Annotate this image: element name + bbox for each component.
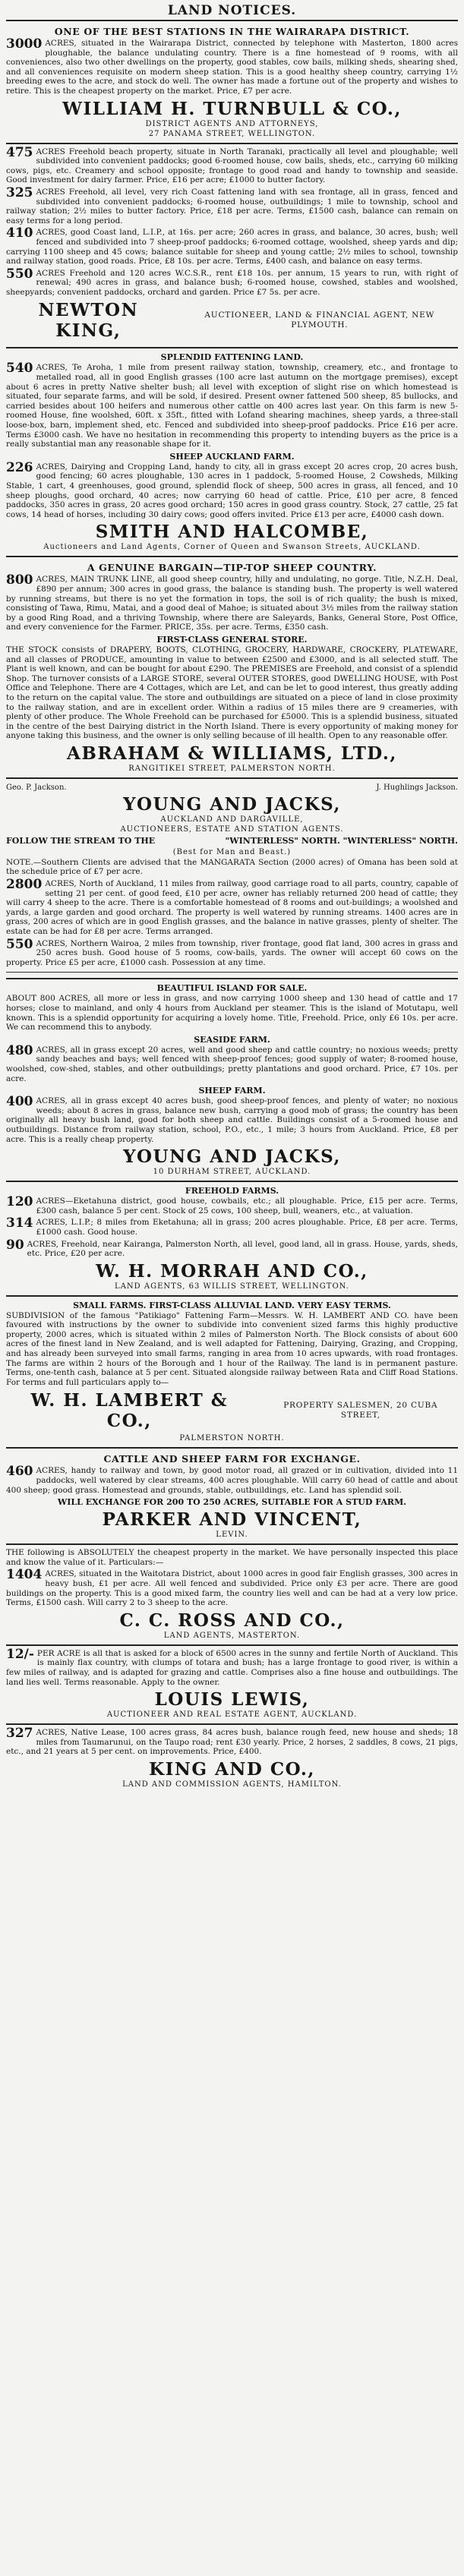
advert-young-jacks-1 [6, 973, 458, 976]
advert-body [6, 936, 458, 968]
advert-heading: SMALL FARMS. FIRST-CLASS ALLUVIAL LAND. VERY EASY TERMS. [73, 1300, 391, 1310]
divider [6, 556, 458, 557]
advert-text: SUBDIVISION of the famous "Patikiago" Fattening Farm—Messrs. W. H. LAMBERT AND CO. have been favoured with instructions by the owner to subdivide into convenient sized farms this highly productive property, 2000 acres, which is situated within 2 miles of Palmerston North. The Block consists of about 600 acres of the finest land in New Zealand, and is well adapted for Fattening, Dairying, Grazing, and Cropping, and has already been surveyed into small farms, ranging in area from 10 acres upwards, with road frontages. The farms are within 2 hours of the Borough and 1 hour of the Railway. The land is in permanent pasture. Terms, one-tenth cash, balance at 5 per cent. Situated alongside railway between Rata and Cliff Road Stations. For terms and full particulars apply to— [6, 1310, 458, 1387]
agent-address: LAND AGENTS, MASTERTON. [163, 1631, 301, 1640]
advert-lambert [6, 1298, 458, 1446]
slogan-note: (Best for Man and Beast.) [172, 847, 292, 856]
advert-text: ACRES, Freehold, near Kairanga, Palmerston North, all level, good land, all in grass. House, yards, sheds, etc. Price, £20 per acre. [27, 1239, 458, 1259]
agent-address: 10 DURHAM STREET, AUCKLAND. [153, 1168, 311, 1177]
advert-text: ACRES, handy to railway and town, by good motor road, all grazed or in cultivation, divided into 11 paddocks, well watered by clear streams, 400 acres ploughable. Will carry 60 head of cattle and about 400 sheep; good grass. Homestead and grounds, stable, outbuildings, etc. Land has splendid soil. [6, 1466, 458, 1495]
advert-heading: FREEHOLD FARMS. [185, 1186, 279, 1197]
advert-subheading: FIRST-CLASS GENERAL STORE. [156, 634, 308, 645]
advert-text: PER ACRE is all that is asked for a block of 6500 acres in the sunny and fertile North of Auckland. This is mainly flax country, with clumps of totara and bush; has a large frontage to good river, is within a few miles of railway, and is adapted for grazing and cattle. Comprises also a fine house and outbuildings. The land lies well. Terms reasonable. Apply to the owner. [6, 1648, 458, 1687]
listing [6, 266, 458, 298]
slogan-row [6, 836, 458, 846]
advert-abraham-williams [6, 559, 458, 776]
acreage: 550 [6, 266, 33, 282]
advert-body [6, 1728, 458, 1757]
advert-text: ACRES, L.I.P.; 8 miles from Eketahuna; all in grass; 200 acres ploughable. Price, £8 per acre. Terms, £1000 cash. Good house. [36, 1218, 458, 1237]
advert-body [6, 459, 458, 520]
acreage: 480 [6, 1042, 33, 1058]
advert-text: ACRES, Dairying and Cropping Land, handy to city, all in grass except 20 acres crop, 20 acres bush, good fencing; 60 acres ploughable, 130 acres in 1 paddock, 5-roomed House, 2 Cowsheds, Milking Stable, 1 cart, 4 greenhouses, good ground, splendid flock of sheep, 500 acres in grass, all fenced, and 10 sheep ploughs, good orchard, 40 acres; now carrying 60 head of cattle. Price, £10 per acre, 8 fenced paddocks, 350 acres in grass, 20 acres good orchard; 150 acres in good grass country. Stock, 27 cattle, 25 fat cows, 14 head of horses, including 30 dairy cows; good offers invited. Price £13 per acre, £4000 cash down. [6, 462, 458, 519]
advert-ross [6, 1547, 458, 1643]
agent-description: AUCTIONEERS, ESTATE AND STATION AGENTS. [120, 825, 344, 834]
advert-body [6, 572, 458, 632]
divider [6, 347, 458, 348]
advert-wairarapa-station [6, 23, 458, 141]
advert-text: THE STOCK consists of DRAPERY, BOOTS, CLOTHING, GROCERY, HARDWARE, CROCKERY, PLATEWARE, and all classes of PRODUCE, amounting in value to between £2500 and £3000, and is all selected stuff. The Plant is well known, and can be bought for about £290. The PREMISES are Freehold, and consist of a splendid Shop. The turnover consists of a LARGE STORE, several OUTER STORES, good DWELLING HOUSE, with Post Office and Telephone. There are 4 Cottages, which are Let, and can be let to good interest, thus greatly adding to the return on the capital value. The store and outbuildings are situated on a piece of land in close proximity to the railway station, and are in excellent order. Within a radius of 15 miles there are 9 creameries, with plenty of other produce. The Whole Freehold can be purchased for £5000. This is a splendid business, situated in the centre of the best Dairying district in the North Island. There is every opportunity of making money for anyone taking this business, and the owner is only selling because of ill health. Open to any reasonable offer. [6, 645, 458, 741]
agent-name: SMITH AND HALCOMBE, [95, 522, 369, 543]
divider [6, 1181, 458, 1182]
partners-row [6, 784, 458, 792]
listing [6, 144, 458, 185]
advert-newton-king [6, 146, 458, 346]
agent-name: ABRAHAM & WILLIAMS, LTD., [67, 743, 397, 764]
advert-subheading: SHEEP FARM. [198, 1086, 266, 1096]
agent-name: W. H. LAMBERT & CO., [30, 1390, 229, 1432]
advert-text: ACRES, Native Lease, 100 acres grass, 84 acres bush, balance rough feed, new house and sheds; 18 miles from Taumarunui, on the Taupo road; rent £30 yearly. Price, 2 horses, 2 saddles, 8 cows, 21 pigs, etc., and 21 years at 5 per cent. on improvements. Price, £400. [6, 1728, 458, 1757]
slogan-right: "WINTERLESS" NORTH. "WINTERLESS" NORTH. [225, 835, 458, 846]
agent-address: PALMERSTON NORTH. [179, 1434, 285, 1443]
divider [6, 1543, 458, 1545]
agent-name: LOUIS LEWIS, [154, 1689, 310, 1711]
advert-subheading: SEASIDE FARM. [194, 1034, 270, 1045]
listing-text: ACRES Freehold, all level, very rich Coast fattening land with sea frontage, all in grass, fenced and subdivided into convenient paddocks; 6-roomed house, outbuildings; 1 mile to township, school and railway station; 2½ miles to butter factory. Price, £18 per acre. Terms, £1500 cash, balance can remain on easy terms for a long period. [6, 187, 458, 225]
advert-body [6, 1569, 458, 1607]
agent-address: RANGITIKEI STREET, PALMERSTON NORTH. [128, 764, 336, 773]
exchange-note: WILL EXCHANGE FOR 200 TO 250 ACRES, SUITABLE FOR A STUD FARM. [57, 1497, 407, 1508]
agent-name: KING AND CO., [149, 1758, 315, 1780]
advert-text: ACRES, all in grass except 20 acres, well and good sheep and cattle country; no noxious weeds; pretty sandy beaches and bays; well fenced with sheep-proof fences; good supply of water; 8-roomed house, woolshed, cow-shed, stables, and other outbuildings; pretty plantations and good orchard. Price, £7 10s. per acre. [6, 1045, 458, 1083]
divider [6, 978, 458, 979]
advert-text: ACRES, situated in the Wairarapa District, connected by telephone with Masterton, 1800 acres ploughable, the balance undulating country. There is a fine homestead of 9 rooms, with all conveniences, also two other dwellings on the property, good stables, cow bails, milking sheds, shearing shed, and all conveniences requisite on modern sheep station. This is a good healthy sheep country, carrying 1½ breeding ewes to the acre, and stock do well. The owner has made a fortune out of the property and wishes to retire. This is the cheapest property on the market. Price, £7 per acre. [6, 39, 458, 96]
agent-name: C. C. ROSS AND CO., [119, 1610, 345, 1631]
advert-body [6, 1215, 458, 1237]
divider [6, 972, 458, 973]
agent-name: W. H. MORRAH AND CO., [96, 1260, 368, 1282]
divider [6, 1644, 458, 1646]
notice-text: NOTE.—Southern Clients are advised that the MANGARATA Section (2000 acres) of Omana has been sold at the schedule price of £7 per acre. [6, 857, 458, 877]
agent-address: AUCTIONEER AND REAL ESTATE AGENT, AUCKLAND. [106, 1711, 358, 1720]
acreage: 550 [6, 936, 33, 952]
advert-body [6, 1466, 458, 1495]
advert-body [6, 36, 458, 96]
advert-heading: BEAUTIFUL ISLAND FOR SALE. [156, 983, 308, 994]
advert-text: ACRES, situated in the Waitotara District, about 1000 acres in good fair English grasses, 300 acres in heavy bush, £1 per acre. All well fenced and subdivided. Price only £3 per acre. There are good buildings on the property. This is a good mixed farm, the country lies well and can be had at a very low price. Terms, £1500 cash. Will carry 2 to 3 sheep to the acre. [6, 1569, 458, 1608]
advert-mandeno-jackson [6, 780, 458, 972]
advert-subheading: SHEEP AUCKLAND FARM. [169, 451, 295, 462]
agent-address: Auctioneers and Land Agents, Corner of Queen and Swanson Streets, AUCKLAND. [43, 543, 421, 552]
acreage: 90 [6, 1237, 24, 1253]
divider [6, 1723, 458, 1725]
acreage: 410 [6, 225, 33, 241]
agent-description: AUCTIONEER, LAND & FINANCIAL AGENT, NEW PLYMOUTH. [204, 311, 435, 330]
divider [6, 777, 458, 779]
advert-parker-vincent [6, 1450, 458, 1542]
agent-description: DISTRICT AGENTS AND ATTORNEYS, [145, 119, 319, 128]
advert-body [6, 1096, 458, 1144]
divider [6, 1447, 458, 1449]
advert-text: ACRES—Eketahuna district, good house, cowbails, etc.; all ploughable. Price, £15 per acre. Terms, £300 cash, balance 5 per cent. Stock of 25 cows, 100 sheep, bull, weaners, etc., at valuation. [36, 1197, 458, 1215]
advert-heading: ONE OF THE BEST STATIONS IN THE WAIRARAPA DISTRICT. [54, 26, 410, 37]
advert-morrah [6, 1184, 458, 1294]
advert-body [6, 879, 458, 937]
agent-name: YOUNG AND JACKS, [123, 793, 341, 815]
advert-text: ABOUT 800 ACRES, all more or less in grass, and now carrying 1000 sheep and 130 head of cattle and 17 horses; close to mainland, and only 4 hours from Auckland per steamer. This is the island of Motutapu, well known. This is a splendid opportunity for acquiring a lovely home. Title, Freehold. Price, only £6 10s. per acre. We can recommend this to anybody. [6, 994, 458, 1033]
advert-body [6, 1646, 458, 1687]
acreage: 3000 [6, 36, 43, 52]
advert-intro: THE following is ABSOLUTELY the cheapest property in the market. We have personally inspected this place and know the value of it. Particulars:— [6, 1548, 458, 1567]
agent-name: NEWTON KING, [38, 300, 139, 342]
advert-text: ACRES, Te Aroha, 1 mile from present railway station, township, creamery, etc., and frontage to metalled road, all in good English grasses (100 acre last autumn on the mortgage premises), except about 6 acres in pretty Native shelter bush; all level with exception of slight rise on which homestead is situated, four separate farms, and will be sold, if desired. Present owner fattened 500 sheep, 85 bullocks, and carried besides about 100 heifers and numerous other cattle on 400 acres last year. On this farm is new 5-roomed House, fine woolshed, 60ft. x 35ft., fitted with Lofand shearing machines, sheep yards, a three-stall loose-box, barn, implement shed, etc. Fenced and subdivided into sheep-proof paddocks. Price £16 per acre. Terms £3000 cash. We have no hesitation in recommending this property to intending buyers as the price is a really substantial man any reasonable shape for it. [6, 363, 458, 449]
agent-location: AUCKLAND AND DARGAVILLE, [160, 815, 304, 824]
acreage: 475 [6, 144, 33, 160]
acreage: 400 [6, 1094, 33, 1110]
listing [6, 225, 458, 266]
agent-address: LAND AND COMMISSION AGENTS, HAMILTON. [122, 1780, 342, 1789]
acreage: 800 [6, 572, 33, 588]
acreage: 327 [6, 1726, 33, 1742]
divider [6, 143, 458, 144]
advert-heading: A GENUINE BARGAIN—TIP-TOP SHEEP COUNTRY. [87, 562, 377, 574]
advert-text: ACRES, all in grass except 40 acres bush, good sheep-proof fences, and plenty of water; no noxious weeds; about 8 acres in grass, balance new bush, carrying a good mob of grass; the country has been originally all heavy bush land, good for both sheep and cattle. Buildings consist of a 5-roomed house and outbuildings. Distance from railway station, school, P.O., etc., 1 mile; 3 hours from Auckland. Price, £8 per acre. This is a really cheap property. [6, 1096, 458, 1144]
divider [6, 20, 458, 21]
advert-smith-halcombe [6, 350, 458, 554]
acreage: 2800 [6, 877, 43, 893]
agent-address: 27 PANAMA STREET, WELLINGTON. [148, 129, 316, 138]
advert-body [6, 1237, 458, 1259]
section-title: LAND NOTICES. [167, 3, 297, 18]
listing-text: ACRES Freehold and 120 acres W.C.S.R., rent £18 10s. per annum, 15 years to run, with right of renewal; 490 acres in grass, and balance bush; 6-roomed house, cowshed, stables and woolshed, sheepyards; convenient paddocks, orchard and garden. Price £7 5s. per acre. [6, 268, 458, 297]
advert-heading: SPLENDID FATTENING LAND. [160, 352, 304, 363]
agent-block [6, 300, 458, 341]
acreage: 325 [6, 184, 33, 200]
advert-body [6, 1194, 458, 1215]
agent-block [6, 1390, 458, 1431]
acreage: 1404 [6, 1567, 43, 1583]
agent-name: YOUNG AND JACKS, [123, 1146, 341, 1168]
slogan-left: FOLLOW THE STREAM TO THE [6, 835, 156, 846]
advert-heading: CATTLE AND SHEEP FARM FOR EXCHANGE. [103, 1453, 361, 1465]
agent-name: WILLIAM H. TURNBULL & CO., [62, 98, 402, 119]
divider [6, 1295, 458, 1297]
advert-louis-lewis [6, 1647, 458, 1722]
agent-name: PARKER AND VINCENT, [102, 1509, 362, 1531]
agent-address: LEVIN. [216, 1531, 248, 1540]
advert-king-co [6, 1726, 458, 1792]
listing [6, 184, 458, 225]
listing-text: ACRES Freehold beach property, situate in North Taranaki, practically all level and ploughable; well subdivided into convenient paddocks; good 6-roomed house, cow bails, sheds, etc., carrying 60 milking cows, pigs, etc. Creamery and school opposite; frontage to good road and handy to township and seaside. Good investment for dairy farmer. Price, £16 per acre; £1000 to butter factory. [6, 147, 458, 185]
price: 12/- [6, 1646, 34, 1662]
acreage: 226 [6, 459, 33, 475]
advert-text: ACRES, Northern Wairoa, 2 miles from township, river frontage, good flat land, 300 acres in grass and 250 acres bush. Good house of 5 rooms, cow-bails, yards. The owner will accept 60 cows on the property. Price £5 per acre, £1000 cash. Possession at any time. [6, 938, 458, 967]
partner-name: J. Hughlings Jackson. [376, 783, 458, 792]
acreage: 460 [6, 1464, 33, 1480]
acreage: 120 [6, 1194, 33, 1210]
advert-text: ACRES, MAIN TRUNK LINE, all good sheep country, hilly and undulating, no gorge. Title, N.Z.H. Deal, £890 per annum; 300 acres in good grass, the balance is standing bush. The property is well watered by running streams, but there is no yet the formation in tops, the soil is of rich quality; the bush is mixed, consisting of Tawa, Rimu, Matai, and a good deal of Mahoe; is situated about 3½ miles from the railway station by a good Ring Road, and a thriving Township, where there are Saleyards, Banks, General Store, Post Office, and every convenience for the Farmer. PRICE, 35s. per acre. Terms, £350 cash. [6, 575, 458, 632]
agent-address: LAND AGENTS, 63 WILLIS STREET, WELLINGTON. [115, 1282, 349, 1291]
listing-text: ACRES, good Coast land, L.I.P., at 16s. per acre; 260 acres in grass, and balance, 30 acres, bush; well fenced and subdivided into 7 sheep-proof paddocks; 6-roomed cottage, woolshed, sheep yards and dip; carrying 1100 sheep and 45 cows; balance suitable for sheep and young cattle; 2½ miles to school, township and railway station, good roads. Price, £8 10s. per acre. Terms, £400 cash, and balance on easy terms. [6, 228, 458, 266]
acreage: 314 [6, 1215, 33, 1231]
advert-young-jacks [6, 981, 458, 1179]
partner-name: Geo. P. Jackson. [6, 783, 67, 792]
agent-description: PROPERTY SALESMEN, 20 CUBA STREET, [283, 1401, 438, 1420]
advert-body [6, 363, 458, 449]
acreage: 540 [6, 361, 33, 377]
advert-text: ACRES, North of Auckland, 11 miles from railway, good carriage road to all parts, country, capable of setting 21 per cent. of good feed, £10 per acre, owner has reliably returned 200 head of cattle; they will carry 4 sheep to the acre. There is a comfortable homestead of 8 rooms and out-buildings; a woolshed and yards, a large garden and good orchard. The property is well watered by running streams. 1400 acres are in grass, 200 acres of which are in good English grasses, and the balance in native grasses, plenty of shelter. The estate can be had for £8 per acre. Terms arranged. [6, 879, 458, 937]
advert-body [6, 1042, 458, 1083]
